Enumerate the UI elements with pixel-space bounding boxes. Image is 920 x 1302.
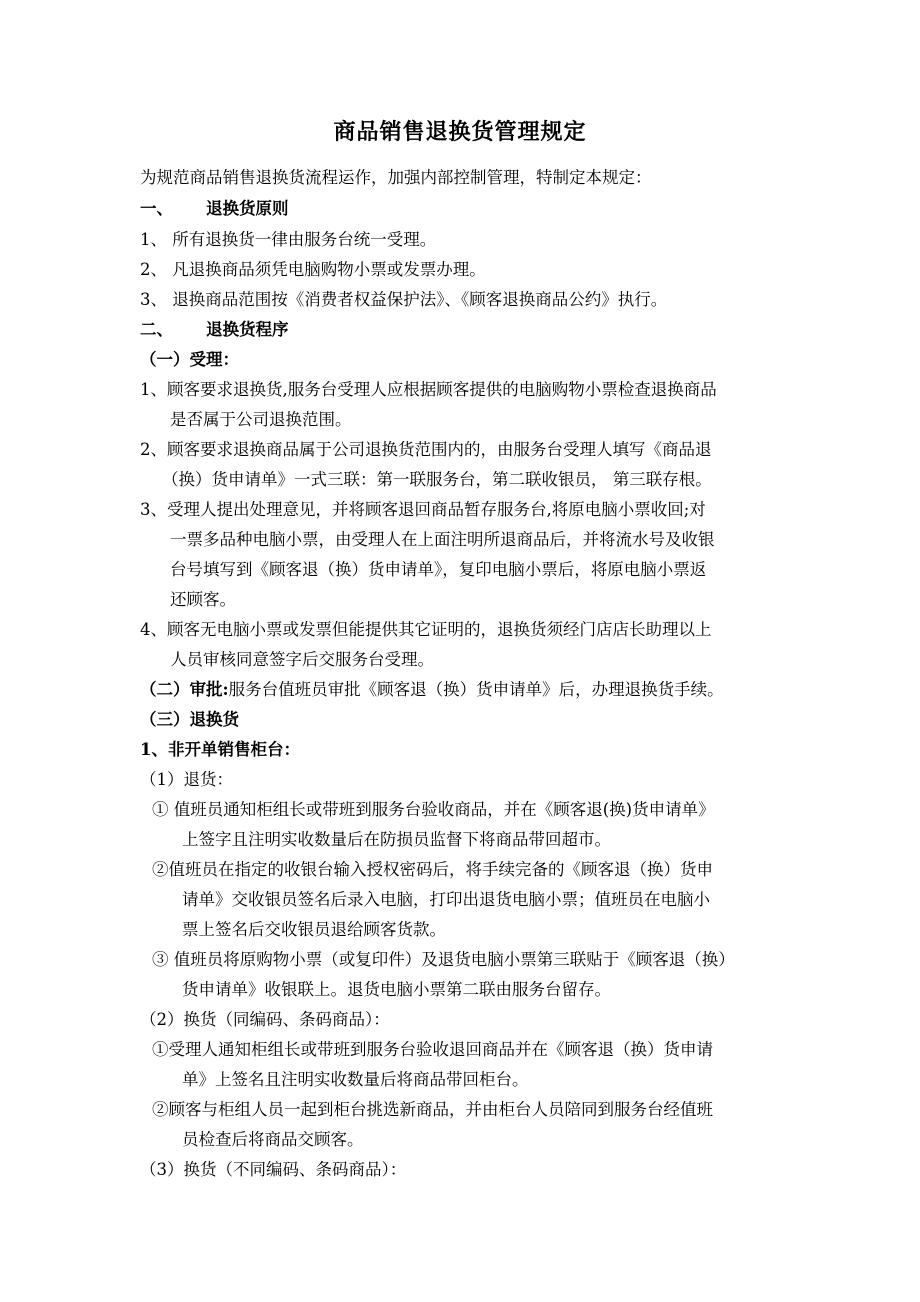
exchange-same-line: 单》上签名且注明实收数量后将商品带回柜台。 xyxy=(182,1070,529,1089)
section1-title: 退换货原则 xyxy=(206,199,289,218)
refund-line: 货申请单》收银联上。退货电脑小票第二联由服务台留存。 xyxy=(182,980,611,999)
sub2-text: 服务台值班员审批《顾客退（换）货申请单》后，办理退换货手续。 xyxy=(228,680,724,699)
sub1-line: 台号填写到《顾客退（换）货申请单》，复印电脑小票后，将原电脑小票返 xyxy=(170,560,707,579)
refund-line: ②值班员在指定的收银台输入授权密码后，将手续完备的《顾客退（换）货申 xyxy=(152,860,713,879)
section2-number: 二、 xyxy=(140,320,173,339)
section1-number: 一、 xyxy=(140,199,173,218)
sub1-line: 是否属于公司退换范围。 xyxy=(170,410,352,429)
section1-item-2: 2、 凡退换商品须凭电脑购物小票或发票办理。 xyxy=(140,260,486,279)
section1-item-3: 3、 退换商品范围按《消费者权益保护法》、《顾客退换商品公约》执行。 xyxy=(140,290,668,309)
sub2-paragraph xyxy=(140,678,724,702)
sub1-line: 人员审核同意签字后交服务台受理。 xyxy=(170,650,434,669)
sub1-line: 还顾客。 xyxy=(170,590,236,609)
section2-heading xyxy=(140,318,289,342)
intro-text: 为规范商品销售退换货流程运作，加强内部控制管理，特制定本规定： xyxy=(140,168,652,187)
sub1-line: 2、顾客要求退换商品属于公司退换货范围内的，由服务台受理人填写《商品退 xyxy=(140,440,712,459)
exchange-same-line: ②顾客与柜组人员一起到柜台挑选新商品，并由柜台人员陪同到服务台经值班 xyxy=(152,1100,713,1119)
exchange-same-line: ①受理人通知柜组长或带班到服务台验收退回商品并在《顾客退（换）货申请 xyxy=(152,1040,713,1059)
sub1-heading: （一）受理： xyxy=(140,350,239,369)
refund-line: 请单》交收银员签名后录入电脑，打印出退货电脑小票；值班员在电脑小 xyxy=(182,890,710,909)
sub1-line: （换）货申请单》一式三联：第一联服务台，第二联收银员， 第三联存根。 xyxy=(162,470,712,489)
section1-heading xyxy=(140,197,289,221)
sub1-line: 1、顾客要求退换货,服务台受理人应根据顾客提供的电脑购物小票检查退换商品 xyxy=(140,380,717,399)
refund-line: 票上签名后交收银员退给顾客货款。 xyxy=(182,920,446,939)
section1-item-1: 1、 所有退换货一律由服务台统一受理。 xyxy=(140,230,437,249)
sub1-line: 3、受理人提出处理意见，并将顾客退回商品暂存服务台,将原电脑小票收回;对 xyxy=(140,500,706,519)
refund-line: ③ 值班员将原购物小票（或复印件）及退货电脑小票第三联贴于《顾客退（换） xyxy=(152,950,735,969)
exchange-same-heading: （2）换货（同编码、条码商品）： xyxy=(140,1010,390,1029)
sub3-heading: （三）退换货 xyxy=(140,710,239,729)
section2-title: 退换货程序 xyxy=(206,320,289,339)
sub2-heading: （二）审批: xyxy=(140,680,229,699)
counter-heading: 1、非开单销售柜台： xyxy=(140,740,300,759)
exchange-diff-heading: （3）换货（不同编码、条码商品）： xyxy=(140,1160,407,1179)
sub1-line: 一票多品种电脑小票，由受理人在上面注明所退商品后，并将流水号及收银 xyxy=(170,530,715,549)
document-title: 商品销售退换货管理规定 xyxy=(333,119,587,145)
sub1-line: 4、顾客无电脑小票或发票但能提供其它证明的，退换货须经门店店长助理以上 xyxy=(140,620,712,639)
exchange-same-line: 员检查后将商品交顾客。 xyxy=(182,1130,364,1149)
refund-line: 上签字且注明实收数量后在防损员监督下将商品带回超市。 xyxy=(182,830,611,849)
refund-heading: （1）退货： xyxy=(140,770,233,789)
refund-line: ① 值班员通知柜组长或带班到服务台验收商品，并在《顾客退(换)货申请单》 xyxy=(152,800,715,819)
